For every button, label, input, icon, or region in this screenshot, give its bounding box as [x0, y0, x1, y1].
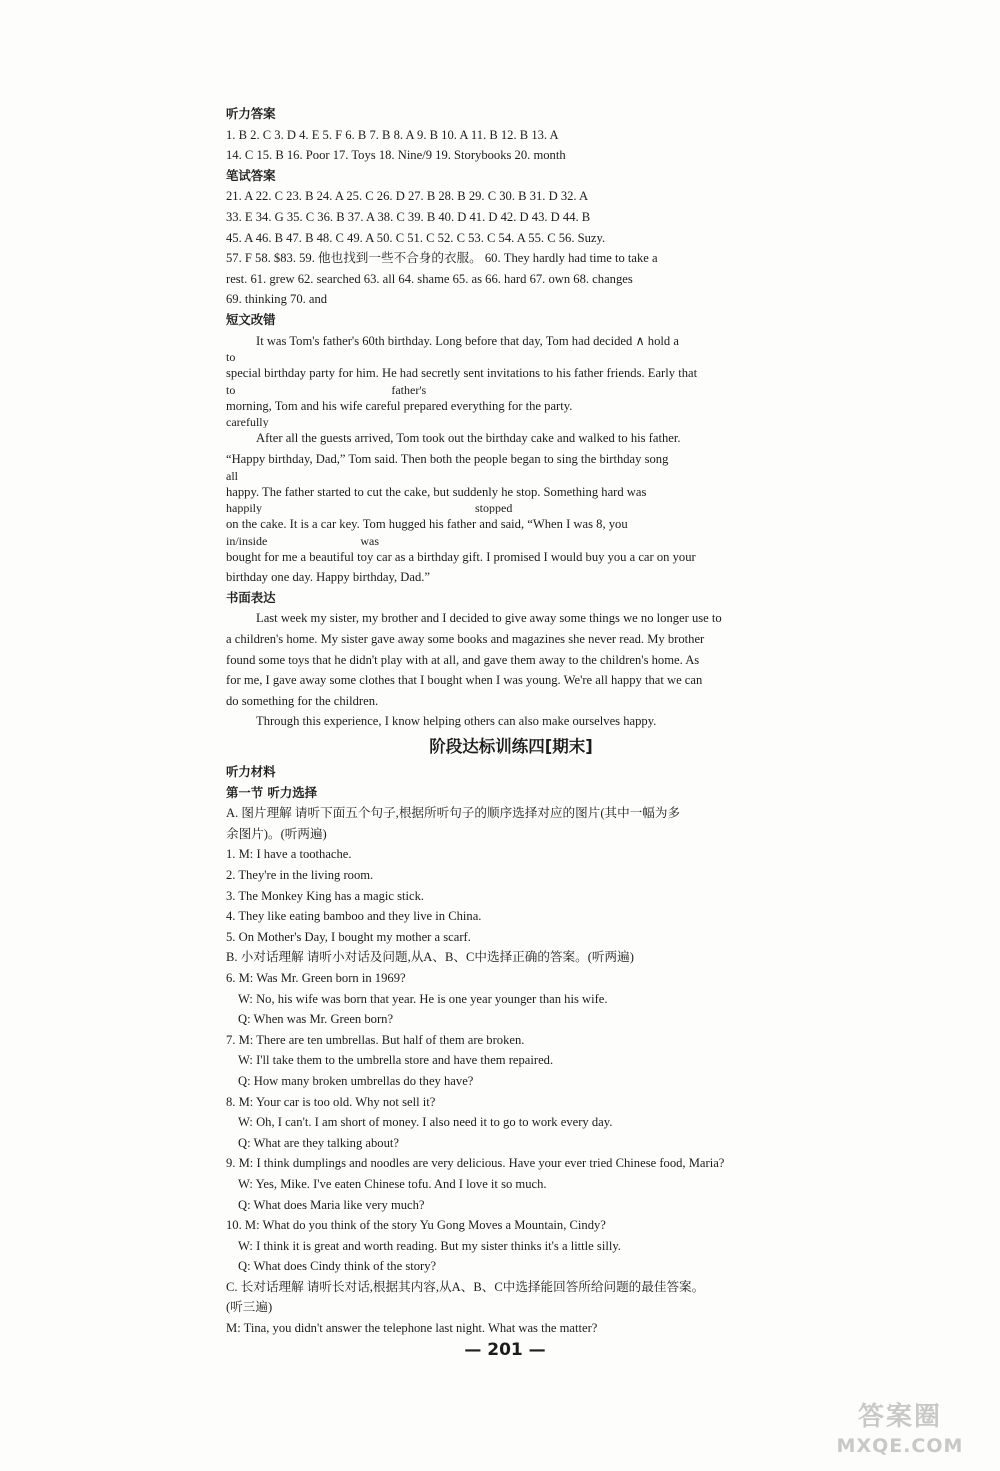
- answer-line: 14. C 15. B 16. Poor 17. Toys 18. Nine/9 19. Storybooks 20. month: [226, 148, 566, 163]
- dialogue-line: 9. M: I think dumplings and noodles are very delicious. Have your ever tried Chinese food, Maria?: [226, 1156, 725, 1171]
- part-b-instructions: B. 小对话理解 请听小对话及问题,从A、B、C中选择正确的答案。(听两遍): [226, 950, 634, 965]
- correction-line: “Happy birthday, Dad,” Tom said. Then both the people began to sing the birthday song: [226, 451, 669, 466]
- answer-line: 21. A 22. C 23. B 24. A 25. C 26. D 27. B 28. B 29. C 30. B 31. D 32. A: [226, 189, 589, 204]
- answer-line: 33. E 34. G 35. C 36. B 37. A 38. C 39. B 40. D 41. D 42. D 43. D 44. B: [226, 209, 591, 224]
- dialogue-line: Q: What does Maria like very much?: [238, 1197, 425, 1212]
- written-answers-heading: 笔试答案: [226, 167, 276, 183]
- writing-heading: 书面表达: [226, 589, 276, 605]
- listening-item: 1. M: I have a toothache.: [226, 847, 352, 862]
- part1-heading: 第一节 听力选择: [226, 784, 318, 800]
- correction-note: carefully: [226, 416, 269, 429]
- listening-item: 5. On Mother's Day, I bought my mother a scarf.: [226, 929, 471, 944]
- answer-line: 57. F 58. $83. 59. 他也找到一些不合身的衣服。 60. They hardly had time to take a: [226, 251, 658, 266]
- part-c-instructions: C. 长对话理解 请听长对话,根据其内容,从A、B、C中选择能回答所给问题的最佳答案。: [226, 1279, 705, 1294]
- correction-passage: [226, 331, 796, 588]
- dialogue-line: W: Yes, Mike. I've eaten Chinese tofu. And I love it so much.: [238, 1176, 547, 1191]
- writing-line: found some toys that he didn't play with at all, and gave them away to the children's home. As: [226, 652, 700, 667]
- part-a-items: [226, 844, 796, 947]
- dialogue-line: Q: What are they talking about?: [238, 1135, 399, 1150]
- writing-line: Last week my sister, my brother and I decided to give away some things we no longer use to: [256, 611, 722, 626]
- correction-note: all: [226, 469, 238, 482]
- correction-note: happily stopped: [226, 502, 513, 515]
- answer-line: 45. A 46. B 47. B 48. C 49. A 50. C 51. C 52. C 53. C 54. A 55. C 56. Suzy.: [226, 230, 606, 245]
- correction-line: special birthday party for him. He had secretly sent invitations to his father friends. Early that: [226, 366, 698, 381]
- listening-item: 2. They're in the living room.: [226, 868, 374, 882]
- watermark-logo: [810, 1400, 990, 1466]
- correction-line: It was Tom's father's 60th birthday. Long before that day, Tom had decided ∧ hold a: [256, 333, 679, 348]
- dialogue-line: 7. M: There are ten umbrellas. But half of them are broken.: [226, 1032, 525, 1047]
- correction-line: morning, Tom and his wife careful prepared everything for the party.: [226, 398, 573, 413]
- part-b-items: [226, 968, 796, 1277]
- dialogue-line: W: No, his wife was born that year. He is one year younger than his wife.: [238, 991, 608, 1006]
- listening-item: 3. The Monkey King has a magic stick.: [226, 888, 425, 903]
- listening-answers-heading: 听力答案: [226, 106, 276, 121]
- correction-line: After all the guests arrived, Tom took out the birthday cake and walked to his father.: [256, 431, 681, 446]
- dialogue-line: 10. M: What do you think of the story Yu Gong Moves a Mountain, Cindy?: [226, 1218, 606, 1233]
- part-a-instructions-cont: 余图片)。(听两遍): [226, 826, 327, 841]
- dialogue-line: W: Oh, I can't. I am short of money. I also need it to go to work every day.: [238, 1115, 613, 1130]
- part-c-instructions-cont: (听三遍): [226, 1300, 273, 1315]
- correction-heading: 短文改错: [226, 311, 276, 327]
- dialogue-last-line: M: Tina, you didn't answer the telephone last night. What was the matter?: [226, 1321, 598, 1336]
- writing-last-line: Through this experience, I know helping others can also make ourselves happy.: [256, 714, 657, 729]
- listening-item: 4. They like eating bamboo and they live in China.: [226, 909, 482, 924]
- dialogue-line: W: I'll take them to the umbrella store and have them repaired.: [238, 1053, 554, 1068]
- correction-line: bought for me a beautiful toy car as a birthday gift. I promised I would buy you a car on your: [226, 549, 696, 564]
- writing-passage: [226, 608, 796, 711]
- dialogue-line: 8. M: Your car is too old. Why not sell it?: [226, 1094, 436, 1109]
- writing-line: a children's home. My sister gave away some books and magazines she never read. My brother: [226, 632, 705, 647]
- correction-line: on the cake. It is a car key. Tom hugged his father and said, “When I was 8, you: [226, 517, 628, 532]
- correction-note: to father's: [226, 383, 427, 396]
- correction-line: birthday one day. Happy birthday, Dad.”: [226, 570, 431, 585]
- answer-line: rest. 61. grew 62. searched 63. all 64. shame 65. as 66. hard 67. own 68. changes: [226, 271, 633, 286]
- dialogue-line: W: I think it is great and worth reading. But my sister thinks it's a little silly.: [238, 1238, 621, 1253]
- page-number: — 201 —: [464, 1340, 546, 1360]
- correction-note: to: [226, 351, 236, 364]
- dialogue-line: Q: When was Mr. Green born?: [238, 1012, 394, 1027]
- listening-answers: [226, 125, 796, 166]
- writing-line: for me, I gave away some clothes that I bought when I was young. We're all happy that we can: [226, 673, 703, 688]
- correction-note: in/inside was: [226, 534, 379, 547]
- correction-line: happy. The father started to cut the cake, but suddenly he stop. Something hard was: [226, 484, 647, 499]
- dialogue-line: Q: What does Cindy think of the story?: [238, 1259, 437, 1274]
- watermark-line1: 答案圈: [857, 1402, 942, 1432]
- section-title: 阶段达标训练四[期末]: [429, 737, 593, 757]
- main-column: [226, 104, 796, 1339]
- material-heading: 听力材料: [226, 764, 276, 780]
- writing-line: do something for the children.: [226, 693, 379, 708]
- watermark-line2: MXQE.COM: [836, 1435, 964, 1457]
- dialogue-line: Q: How many broken umbrellas do they have?: [238, 1073, 474, 1088]
- dialogue-line: 6. M: Was Mr. Green born in 1969?: [226, 970, 406, 985]
- part-a-instructions: A. 图片理解 请听下面五个句子,根据所听句子的顺序选择对应的图片(其中一幅为多: [226, 806, 681, 821]
- written-answers: [226, 186, 796, 310]
- answer-line: 69. thinking 70. and: [226, 292, 328, 307]
- answer-line: 1. B 2. C 3. D 4. E 5. F 6. B 7. B 8. A 9. B 10. A 11. B 12. B 13. A: [226, 127, 559, 142]
